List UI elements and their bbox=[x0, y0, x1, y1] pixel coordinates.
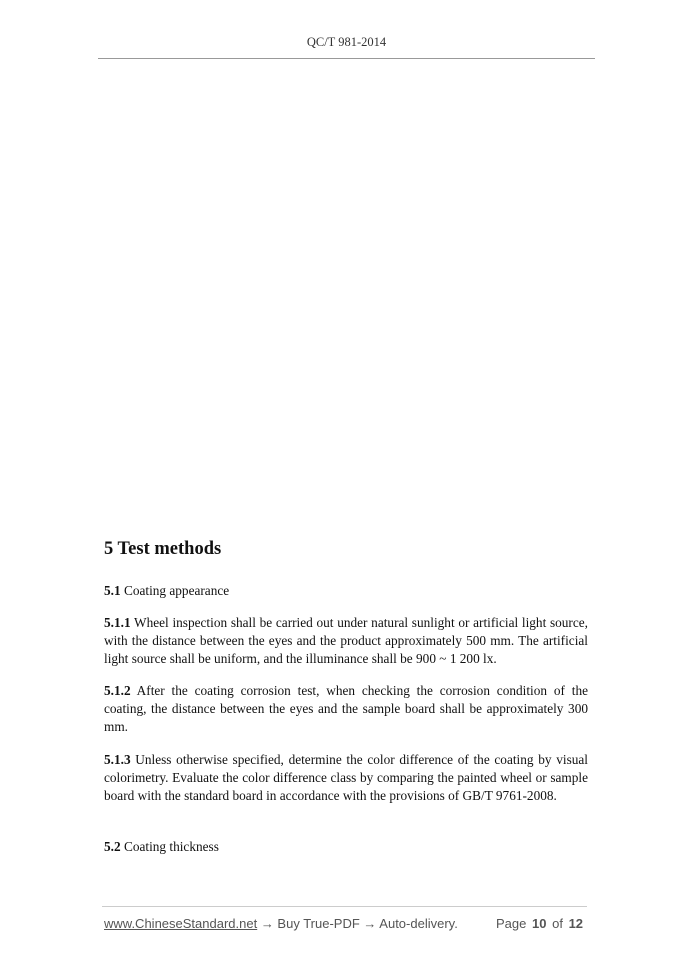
clause-text: Wheel inspection shall be carried out under natural sunlight or artificial light source, with the distance between the eyes and the product approximately 500 mm. The artificial light source shall be uniform, and the illuminance shall be 900 ~ 1 200 lx. bbox=[104, 615, 588, 666]
clause-text: After the coating corrosion test, when checking the corrosion condition of the coating, the distance between the eyes and the sample board shall be approximately 300 mm. bbox=[104, 683, 588, 734]
page-label: Page bbox=[496, 916, 527, 931]
of-label: of bbox=[552, 916, 563, 931]
paragraph-5-1-2 bbox=[104, 682, 588, 736]
clause-number: 5.1.2 bbox=[104, 683, 131, 698]
clause-text: Coating thickness bbox=[120, 839, 219, 854]
footer-rule bbox=[102, 906, 587, 907]
clause-text: Unless otherwise specified, determine the color difference of the coating by visual colorimetry. Evaluate the color difference class by comparing the painted wheel or sample board with the standard board in accordance with the provisions of GB/T 9761-2008. bbox=[104, 752, 588, 803]
clause-number: 5.1 bbox=[104, 583, 121, 598]
clause-text: Coating appearance bbox=[120, 583, 230, 598]
paragraph-5-2 bbox=[104, 838, 588, 856]
section-title: 5 Test methods bbox=[104, 539, 222, 559]
clause-number: 5.1.3 bbox=[104, 752, 131, 767]
header-rule bbox=[98, 58, 595, 59]
page-total: 12 bbox=[568, 916, 584, 931]
website-link[interactable]: www.ChineseStandard.net bbox=[104, 916, 258, 931]
paragraph-5-1 bbox=[104, 582, 588, 600]
paragraph-5-1-3 bbox=[104, 751, 588, 805]
page-indicator bbox=[496, 916, 583, 931]
document-header-id: QC/T 981-2014 bbox=[306, 35, 387, 49]
paragraph-5-1-1 bbox=[104, 614, 588, 668]
footer-promo bbox=[104, 916, 458, 931]
page-current: 10 bbox=[532, 916, 547, 931]
promo-text: → Buy True-PDF → Auto-delivery. bbox=[257, 916, 458, 931]
clause-number: 5.2 bbox=[104, 839, 121, 854]
clause-number: 5.1.1 bbox=[104, 615, 131, 630]
